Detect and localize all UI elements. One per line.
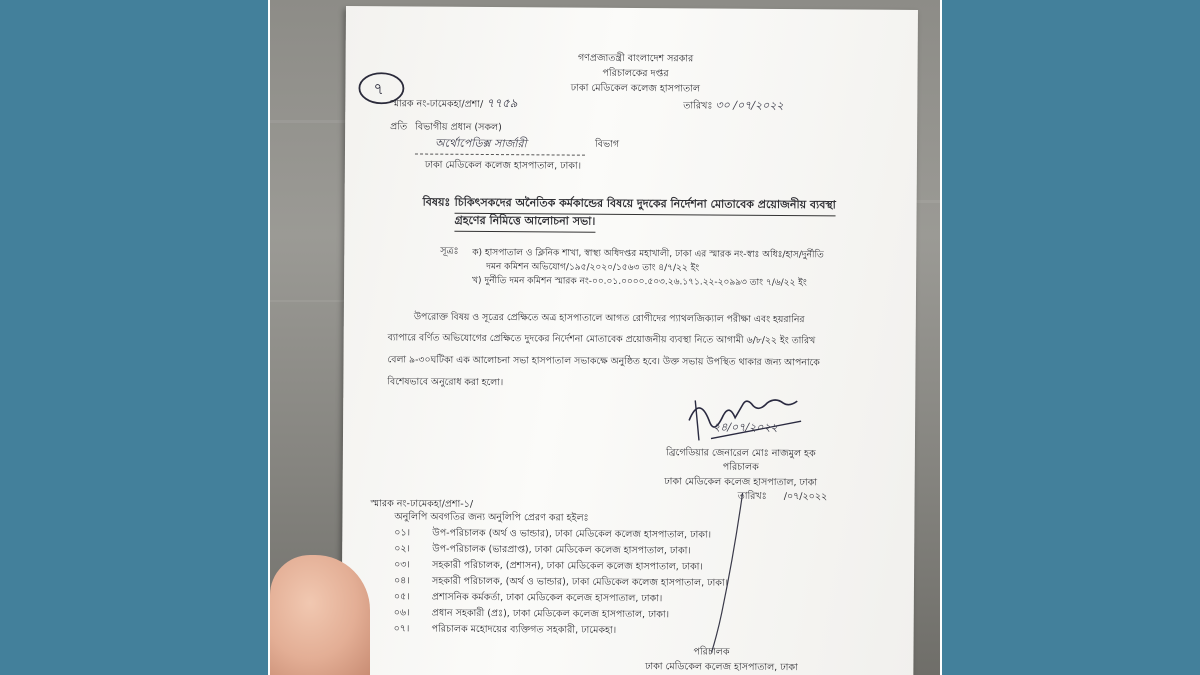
body-line3: বেলা ৯-৩০ঘটিকা এক আলোচনা সভা হাসপাতাল সভাকক্ষে অনুষ্ঠিত হবে। উক্ত সভায় উপস্থিত থাকার জন্য আপনাকে [387, 354, 820, 369]
memo-ref-label: স্মারক নং-ঢামেকহা/প্রশা/ [390, 98, 484, 110]
recipient-dept-handwritten: অর্থোপেডিক্স সার্জারী [434, 136, 527, 151]
list-item-text: উপ-পরিচালক (ভারপ্রাপ্ত), ঢাকা মেডিকেল কলেজ হাসপাতাল, ঢাকা। [432, 543, 691, 557]
list-item-number: ০৪। [393, 575, 410, 587]
signatory-name: ব্রিগেডিয়ার জেনারেল মোঃ নাজমুল হক [666, 447, 816, 460]
list-item-number: ০২। [394, 543, 411, 555]
copy-sign-title: পরিচালক [693, 646, 730, 658]
list-item-number: ০৫। [393, 591, 410, 603]
stamp-mark: ৭ [373, 79, 384, 99]
memo-date-label: তারিখঃ [683, 100, 713, 112]
body-line4: বিশেষভাবে অনুরোধ করা হলো। [387, 376, 504, 389]
memo-ref-number: ৭৭৫৯ [486, 95, 518, 111]
copy-intro: অনুলিপি অবগতির জন্য অনুলিপি প্রেরণ করা হইলঃ [394, 511, 589, 524]
copy-sign-org: ঢাকা মেডিকেল কলেজ হাসপাতাল, ঢাকা [644, 661, 798, 674]
subject-line2: গ্রহণের নিমিত্তে আলোচনা সভা। [454, 212, 595, 233]
signatory-date-label: তারিখঃ [737, 490, 767, 502]
list-item-text: উপ-পরিচালক (অর্থ ও ভান্ডার), ঢাকা মেডিকেল কলেজ হাসপাতাল, ঢাকা। [432, 527, 712, 541]
list-item-text: প্রধান সহকারী (প্রঃ), ঢাকা মেডিকেল কলেজ হাসপাতাল, ঢাকা। [431, 607, 670, 621]
header-hospital: ঢাকা মেডিকেল কলেজ হাসপাতাল [570, 82, 701, 95]
list-item-number: ০৩। [394, 559, 410, 571]
subject-label: বিষয়ঃ [422, 195, 451, 209]
signatory-date-value: /০৭/২০২২ [783, 491, 828, 503]
pen-stroke-icon [701, 489, 762, 659]
signature-date: ২৪/০৭/২০২২ [713, 420, 778, 435]
signatory-title: পরিচালক [722, 461, 759, 473]
body-line1: উপরোক্ত বিষয় ও সূত্রের প্রেক্ষিতে অত্র হাসপাতালে আগত রোগীদের প্যাথলজিক্যাল পরীক্ষা এবং হয়রানির [413, 311, 805, 326]
list-item-text: সহকারী পরিচালক, (প্রশাসন), ঢাকা মেডিকেল কলেজ হাসপাতাল, ঢাকা। [432, 559, 703, 573]
memo-date-value: ৩০ /০৭/২০২২ [715, 98, 784, 113]
signatory-org: ঢাকা মেডিকেল কলেজ হাসপাতাল, ঢাকা [664, 476, 818, 489]
source-b-line1: খ) দুর্নীতি দমন কমিশন স্মারক নং-০০.০১.০০০০.৫০৩.২৬.১৭১.২২-২০৯৯৩ তাং ৭/৬/২২ ইং [472, 275, 807, 289]
document-photo [268, 0, 942, 675]
list-item-text: সহকারী পরিচালক, (অর্থ ও ভান্ডার), ঢাকা মেডিকেল কলেজ হাসপাতাল, ঢাকা। [431, 575, 729, 589]
list-item-text: প্রশাসনিক কর্মকর্তা, ঢাকা মেডিকেল কলেজ হাসপাতাল, ঢাকা। [431, 591, 663, 605]
list-item-number: ০৭। [393, 623, 410, 635]
subject-line1: চিকিৎসকদের অনৈতিক কর্মকান্ডের বিষয়ে দুদকের নির্দেশনা মোতাবেক প্রয়োজনীয় ব্যবস্থা [455, 194, 836, 217]
header-office: পরিচালকের দপ্তর [602, 67, 669, 80]
list-item-number: ০৬। [393, 607, 410, 619]
memo-date [683, 96, 783, 116]
recipient-dept-suffix: বিভাগ [595, 138, 620, 150]
recipient-address: ঢাকা মেডিকেল কলেজ হাসপাতাল, ঢাকা। [424, 159, 582, 172]
source-a-line2: দমন কমিশন অভিযোগ/১৯৫/২০২০/১৫৬৩ তাং ৪/৭/২২ ইং [486, 261, 700, 274]
list-item-text: পরিচালক মহোদয়ের ব্যক্তিগত সহকারী, ঢামেকহা। [431, 623, 617, 636]
to-label: প্রতি [390, 121, 408, 133]
source-a-line1: ক) হাসপাতাল ও ক্লিনিক শাখা, স্বাস্থ্য অধিদপ্তর মহাখালী, ঢাকা এর স্মারক নং-স্বাঃ অধিঃ/হাস/দুর্নীতি [472, 247, 824, 261]
source-label: সূত্রঃ [440, 245, 459, 257]
recipient-line1: বিভাগীয় প্রধান (সকল) [415, 121, 502, 134]
body-line2: ব্যাপারে বর্ণিত অভিযোগের প্রেক্ষিতে দুদকের নির্দেশনা মোতাবেক প্রয়োজনীয় ব্যবস্থা নিতে আগামী ৬/৮/২২ ইং তারিখ [387, 332, 816, 347]
memo-paper [341, 6, 918, 675]
memo-ref [390, 94, 517, 115]
recipient-dept [415, 134, 585, 155]
copy-ref: স্মারক নং-ঢামেকহা/প্রশা-১/ [370, 498, 474, 510]
holding-hand [270, 555, 370, 675]
header-govt: গণপ্রজাতন্ত্রী বাংলাদেশ সরকার [577, 52, 694, 65]
list-item-number: ০১। [394, 527, 411, 539]
